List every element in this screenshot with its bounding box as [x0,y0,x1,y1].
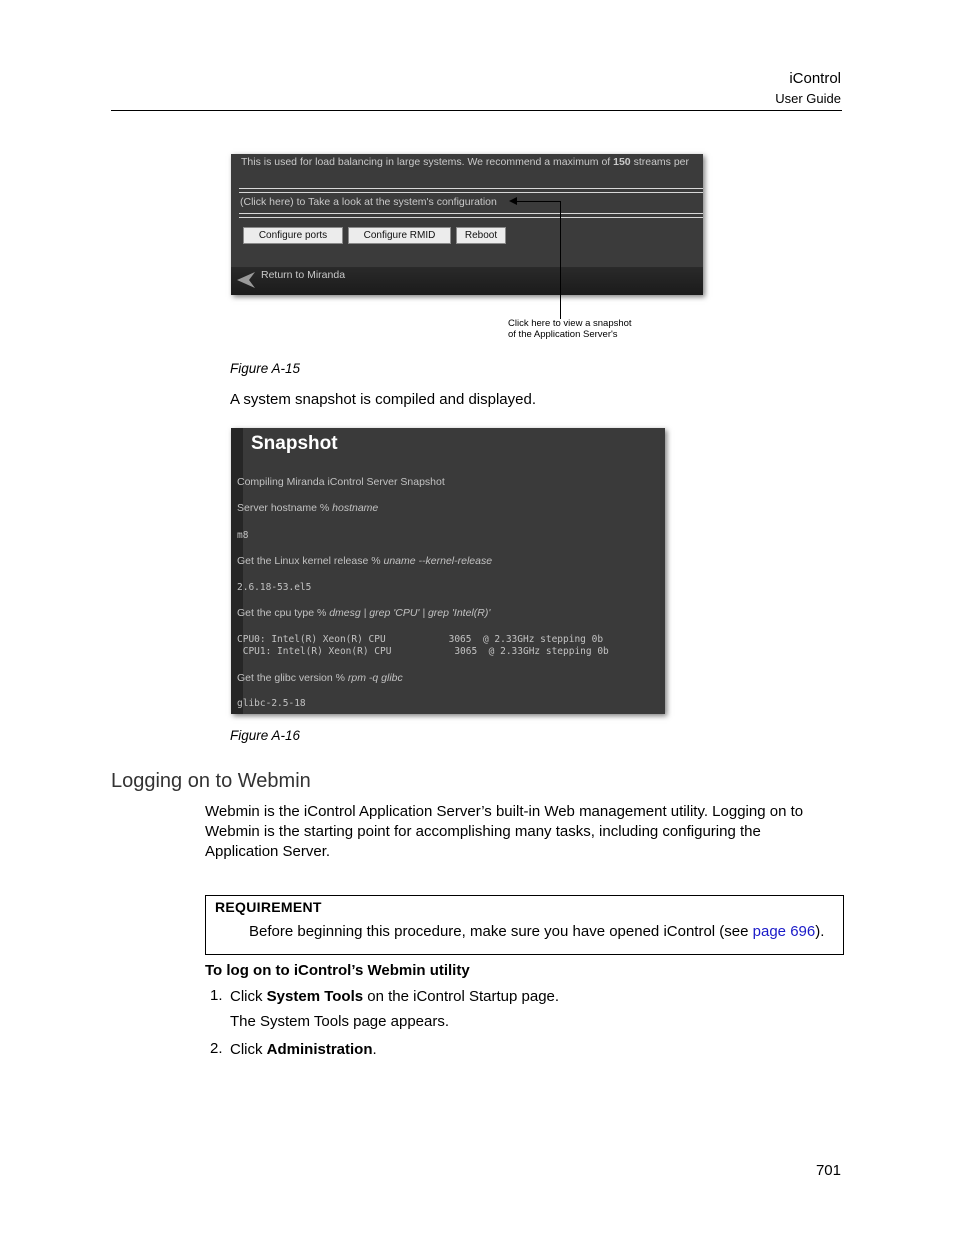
hostname-command-line: Server hostname % hostname [237,502,379,514]
configure-rmid-button[interactable]: Configure RMID [348,227,451,244]
hostname-output: m8 [237,530,249,541]
header-rule [111,110,842,111]
figure-a16-screenshot [231,428,665,714]
divider-bottom [239,213,703,214]
configure-ports-button[interactable]: Configure ports [243,227,343,244]
procedure-heading: To log on to iControl’s Webmin utility [205,962,470,979]
section-intro: Webmin is the iControl Application Server’s built-in Web management utility. Logging on to Webmin is the starting point for accomplishing many tasks, including configuring the Application Server. [205,803,804,860]
glibc-output: glibc-2.5-18 [237,698,306,709]
requirement-heading: REQUIREMENT [215,899,322,915]
return-bar[interactable] [231,267,703,295]
kernel-output: 2.6.18-53.el5 [237,582,312,593]
divider-bottom-2 [239,217,703,218]
back-arrow-icon [236,271,256,289]
header-title: iControl [789,70,841,87]
section-title: Logging on to Webmin [111,770,311,792]
figure-a15-screenshot [231,154,703,295]
divider-top-2 [239,192,703,193]
reboot-button[interactable]: Reboot [456,227,506,244]
page-696-link[interactable]: page 696 [752,923,816,940]
step-1-text: Click System Tools on the iControl Startup page. [230,988,560,1005]
figure-a16-caption: Figure A-16 [230,728,301,743]
kernel-command-line: Get the Linux kernel release % uname --kernel-release [237,555,493,567]
compiling-line: Compiling Miranda iControl Server Snapshot [237,476,445,488]
load-balancing-note: This is used for load balancing in large systems. We recommend a maximum of 150 streams per [241,156,690,168]
divider-top [239,188,703,189]
figure-a15-caption: Figure A-15 [230,361,301,376]
step-2-text: Click Administration. [230,1041,377,1058]
callout-line-vertical [560,201,561,319]
requirement-text: Before beginning this procedure, make sure you have opened iControl (see page 696). [249,923,825,940]
glibc-command-line: Get the glibc version % rpm -q glibc [237,672,403,684]
snapshot-intro-text: A system snapshot is compiled and displayed. [230,391,536,408]
step-2-number: 2. [210,1040,223,1057]
return-to-miranda-label: Return to Miranda [261,269,346,281]
step-1-number: 1. [210,987,223,1004]
callout-line-horizontal [514,201,561,202]
page-number: 701 [815,1162,841,1179]
callout-arrowhead [509,197,517,205]
step-1-result: The System Tools page appears. [230,1013,450,1030]
cpu-command-line: Get the cpu type % dmesg | grep 'CPU' | grep 'Intel(R)' [237,607,491,619]
header-subtitle: User Guide [775,91,841,106]
snapshot-title: Snapshot [251,433,338,454]
cpu0-output: CPU0: Intel(R) Xeon(R) CPU 3065 @ 2.33GHz stepping 0b [237,634,604,645]
callout-text: Click here to view a snapshot of the Application Server's [508,318,632,340]
cpu1-output: CPU1: Intel(R) Xeon(R) CPU 3065 @ 2.33GHz stepping 0b [237,646,609,657]
view-configuration-link[interactable]: (Click here) to Take a look at the system's configuration [240,196,497,208]
